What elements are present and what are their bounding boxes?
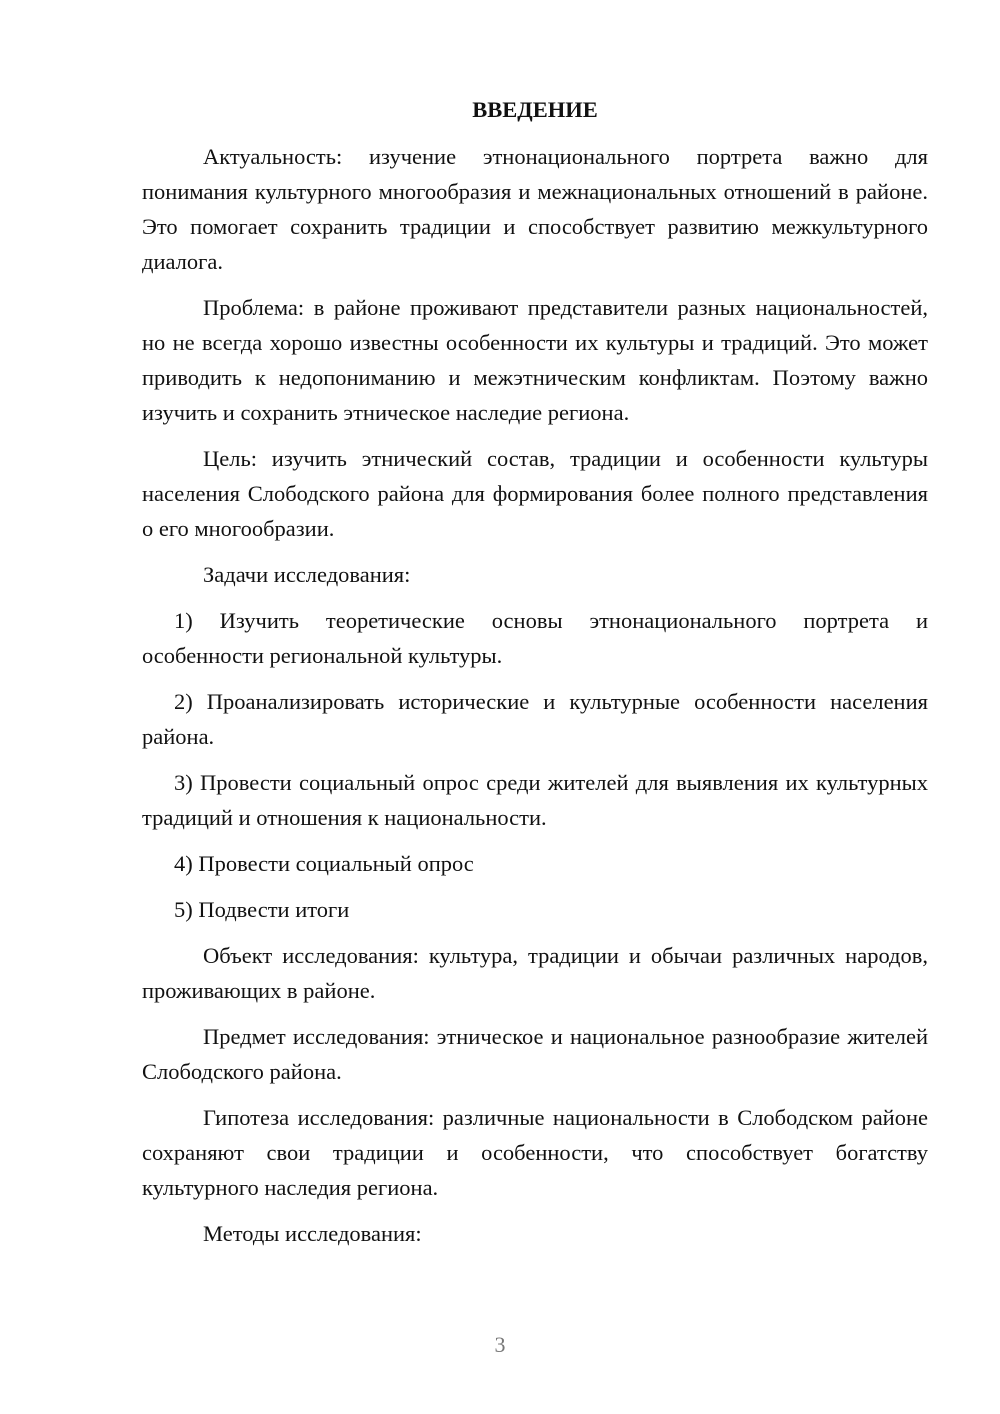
document-page [142,92,928,1262]
page-number: 3 [494,1332,506,1357]
paragraph-methods: Методы исследования: [203,1221,422,1246]
paragraph-problem: Проблема: в районе проживают представители разных национальностей, но не всегда хорошо известны особенности их культуры и традиций. Это может приводить к недопониманию и межэтническим конфликтам. Поэтому важно изучить и сохранить этническое наследие региона. [142,295,928,425]
task-item-4: 4) Провести социальный опрос [174,851,474,876]
tasks-heading: Задачи исследования: [203,562,411,587]
paragraph-object: Объект исследования: культура, традиции и обычаи различных народов, проживающих в районе. [142,943,928,1003]
task-item-5: 5) Подвести итоги [174,897,350,922]
paragraph-relevance: Актуальность: изучение этнонационального портрета важно для понимания культурного многообразия и межнациональных отношений в районе. Это помогает сохранить традиции и способствует развитию межкультурного диалога. [142,144,928,274]
paragraph-subject: Предмет исследования: этническое и национальное разнообразие жителей Слободского района. [142,1024,928,1084]
paragraph-hypothesis: Гипотеза исследования: различные национальности в Слободском районе сохраняют свои традиции и особенности, что способствует богатству культурного наследия региона. [142,1105,928,1200]
task-item-3: 3) Провести социальный опрос среди жителей для выявления их культурных традиций и отношения к национальности. [142,770,928,830]
paragraph-goal: Цель: изучить этнический состав, традиции и особенности культуры населения Слободского района для формирования более полного представления о его многообразии. [142,446,928,541]
section-title: ВВЕДЕНИЕ [472,97,598,122]
task-item-1: 1) Изучить теоретические основы этнонационального портрета и особенности региональной культуры. [142,608,928,668]
task-item-2: 2) Проанализировать исторические и культурные особенности населения района. [142,689,928,749]
